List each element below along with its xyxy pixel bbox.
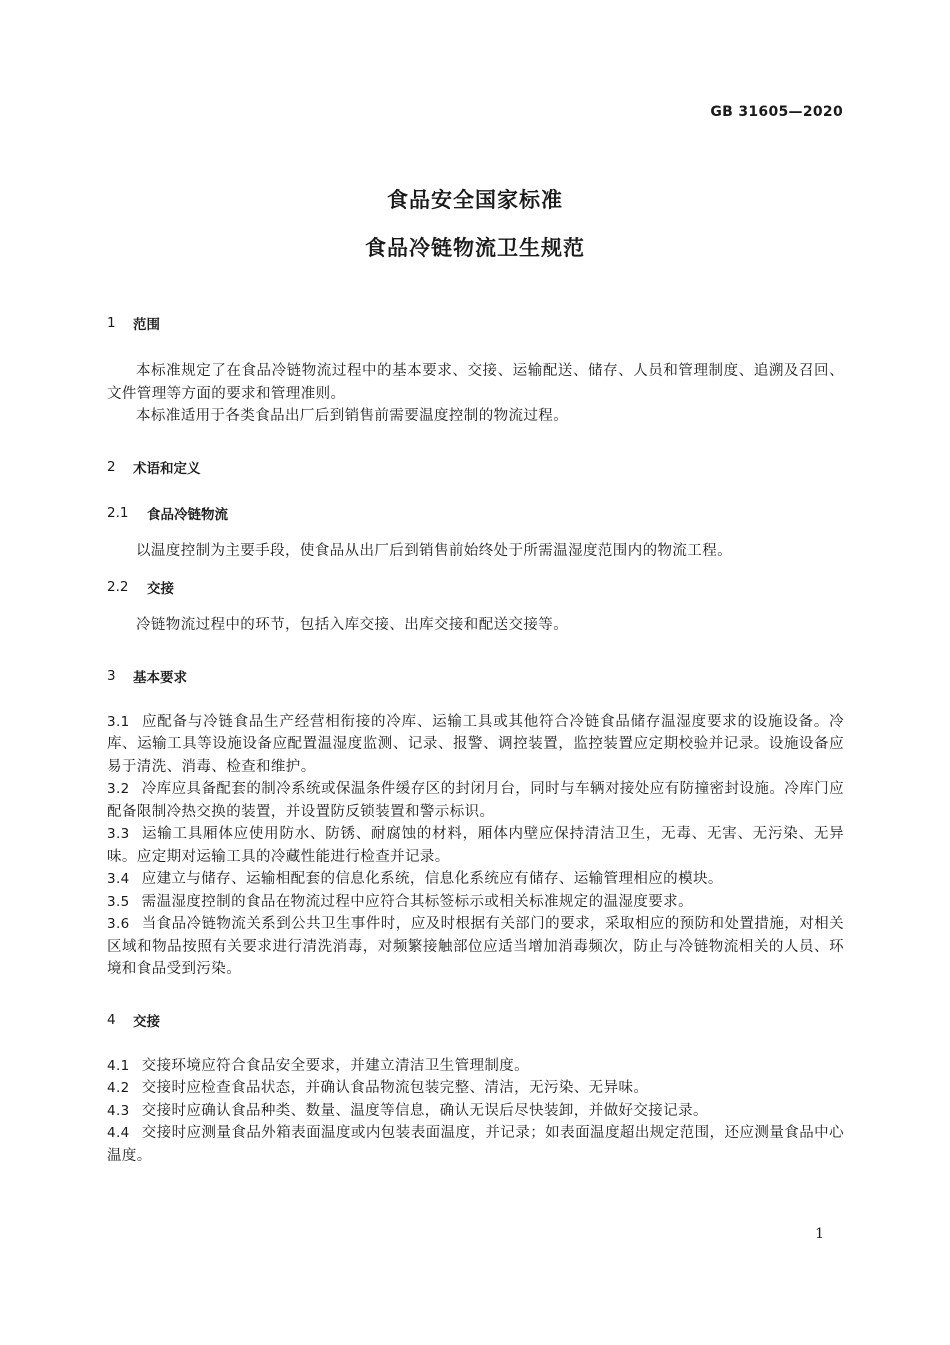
clause-text: 当食品冷链物流关系到公共卫生事件时，应及时根据有关部门的要求，采取相应的预防和处置措施，对相关区域和物品按照有关要求进行清洗消毒，对频繁接触部位应适当增加消毒频次，防止与冷链物流相关的人员、环境和食品受到污染。: [107, 916, 844, 977]
subsection-heading: [107, 576, 844, 598]
clause-number: 4.4: [107, 1125, 130, 1141]
clause-3-5: [107, 891, 844, 914]
clause-text: 交接环境应符合食品安全要求，并建立清洁卫生管理制度。: [141, 1057, 530, 1074]
section-number: 2: [107, 458, 116, 475]
standard-code: GB 31605—2020: [710, 104, 843, 120]
clause-text: 冷库应具备配套的制冷系统或保温条件缓存区的封闭月台，同时与车辆对接处应有防撞密封设施。冷库门应配备限制冷热交换的装置，并设置防反锁装置和警示标识。: [107, 781, 844, 820]
clause-number: 3.2: [107, 781, 130, 797]
clause-text: 应建立与储存、运输相配套的信息化系统，信息化系统应有储存、运输管理相应的模块。: [141, 871, 723, 887]
page-number: 1: [815, 1226, 824, 1242]
clause-text: 应配备与冷链食品生产经营相衔接的冷库、运输工具或其他符合冷链食品储存温湿度要求的设施设备。冷库、运输工具等设施设备应配置温湿度监测、记录、报警、调控装置，监控装置应定期校验并记录。设施设备应易于清洗、消毒、检查和维护。: [107, 713, 844, 775]
document-title: 食品安全国家标准: [387, 188, 563, 212]
clause-number: 3.4: [107, 871, 130, 887]
clause-text: 运输工具厢体应使用防水、防锈、耐腐蚀的材料，厢体内壁应保持清洁卫生，无毒、无害、无污染、无异味。应定期对运输工具的冷藏性能进行检查并记录。: [107, 826, 844, 865]
clause-number: 4.2: [107, 1080, 130, 1096]
clause-4-4: [107, 1122, 844, 1167]
document-subtitle: 食品冷链物流卫生规范: [365, 236, 585, 260]
section-title: 术语和定义: [133, 460, 201, 477]
paragraph: 本标准规定了在食品冷链物流过程中的基本要求、交接、运输配送、储存、人员和管理制度、追溯及召回、文件管理等方面的要求和管理准则。: [107, 363, 844, 402]
clause-3-2: [107, 778, 844, 823]
subsection-number: 2.1: [107, 504, 129, 521]
section-heading-1: [107, 312, 844, 334]
subsection-number: 2.2: [107, 579, 129, 595]
subsection-title: 交接: [147, 581, 174, 597]
clause-3-1: [107, 711, 844, 779]
clause-number: 4.1: [107, 1057, 130, 1074]
clause-3-3: [107, 823, 844, 868]
document-body: [107, 312, 844, 1167]
subsection-heading: [107, 502, 844, 524]
section-number: 1: [107, 315, 116, 331]
clause-4-3: [107, 1100, 844, 1123]
section-number: 3: [107, 667, 116, 684]
subsection-title: 食品冷链物流: [147, 506, 228, 523]
section-heading-4: [107, 1009, 844, 1031]
section-number: 4: [107, 1011, 116, 1028]
clause-text: 需温湿度控制的食品在物流过程中应符合其标签标示或相关标准规定的温湿度要求。: [141, 893, 693, 910]
clause-3-6: [107, 913, 844, 981]
clause-number: 3.6: [107, 916, 130, 932]
clause-text: 交接时应检查食品状态，并确认食品物流包装完整、清洁，无污染、无异味。: [141, 1080, 649, 1096]
section-title: 范围: [133, 317, 160, 333]
section-title: 基本要求: [133, 669, 187, 686]
clause-text: 交接时应确认食品种类、数量、温度等信息，确认无误后尽快装卸，并做好交接记录。: [141, 1102, 708, 1119]
clause-number: 3.3: [107, 826, 130, 842]
clause-4-2: [107, 1077, 844, 1100]
section-heading-3: [107, 665, 844, 687]
paragraph: 本标准适用于各类食品出厂后到销售前需要温度控制的物流过程。: [136, 408, 569, 424]
section-heading-2: [107, 456, 844, 478]
clause-number: 3.1: [107, 713, 130, 730]
clause-4-1: [107, 1055, 844, 1078]
paragraph: 以温度控制为主要手段，使食品从出厂后到销售前始终处于所需温湿度范围内的物流工程。: [136, 542, 732, 559]
clause-text: 交接时应测量食品外箱表面温度或内包装表面温度，并记录；如表面温度超出规定范围，还应测量食品中心温度。: [107, 1125, 844, 1164]
section-title: 交接: [133, 1013, 160, 1030]
paragraph: 冷链物流过程中的环节，包括入库交接、出库交接和配送交接等。: [136, 617, 569, 633]
clause-number: 3.5: [107, 893, 130, 910]
clause-3-4: [107, 868, 844, 891]
clause-number: 4.3: [107, 1102, 130, 1119]
